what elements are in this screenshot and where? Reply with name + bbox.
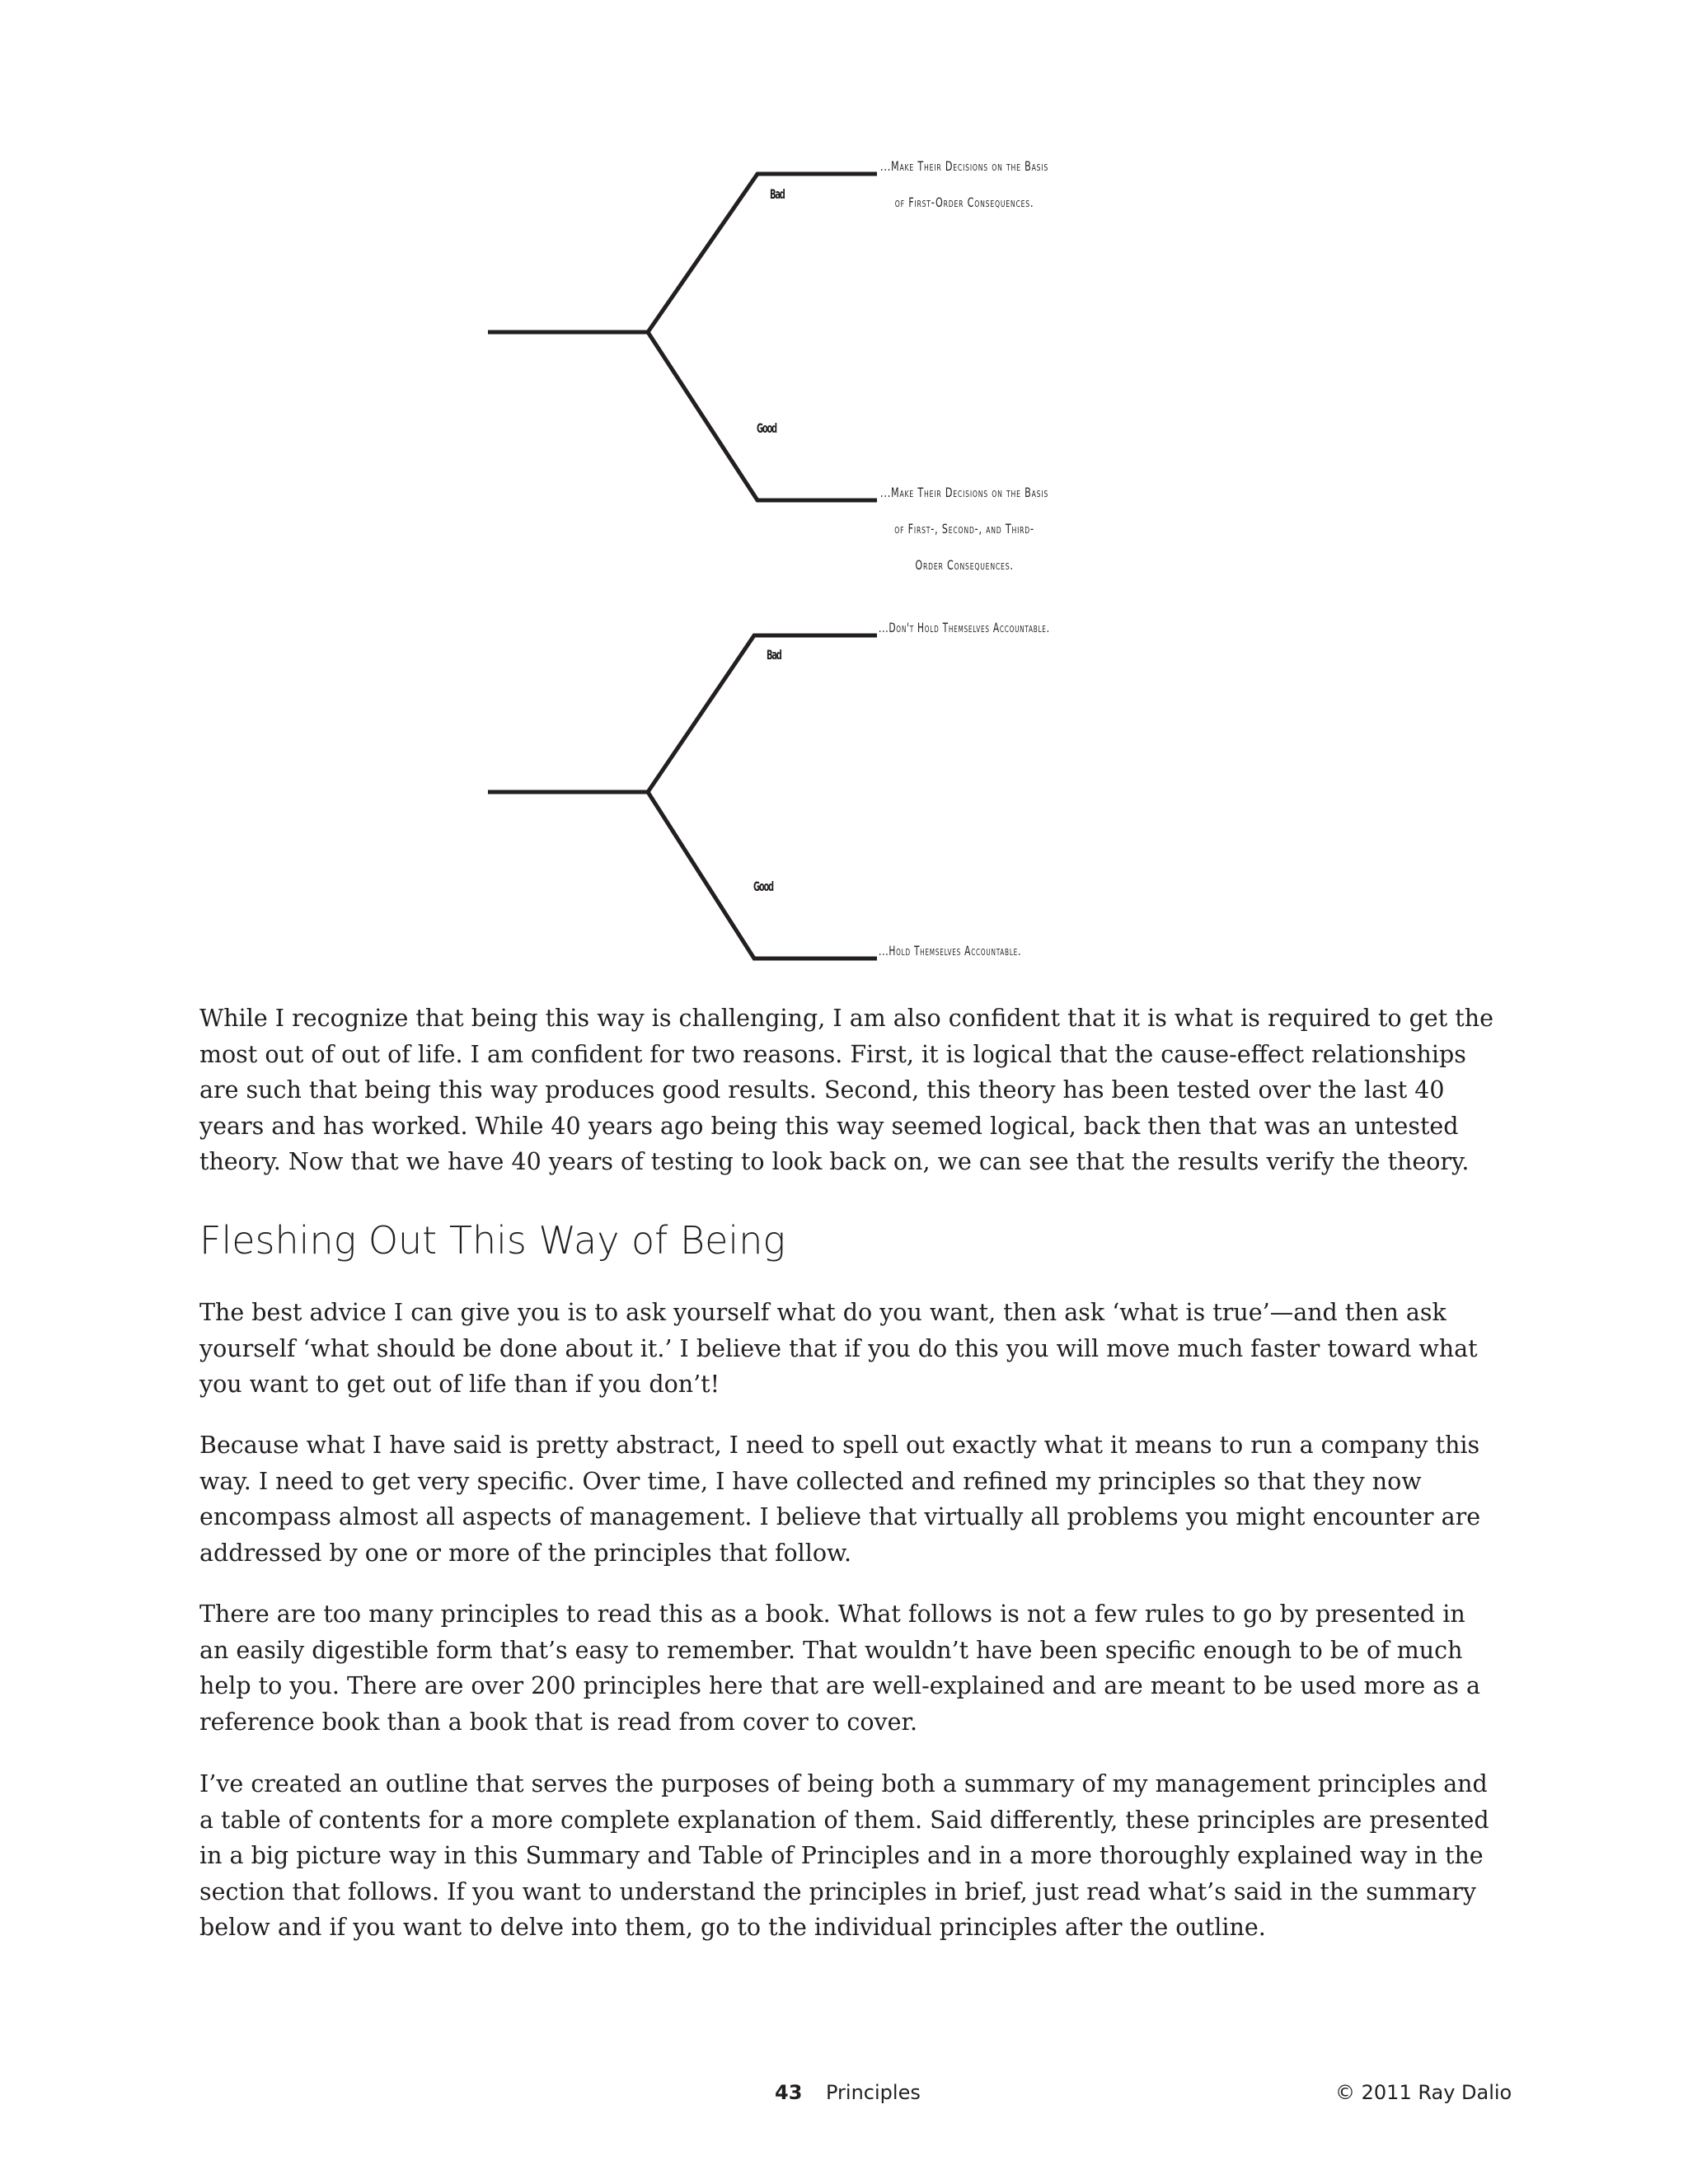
footer-copyright: © 2011 Ray Dalio: [1335, 2081, 1512, 2104]
tree1-bad-note-line: of First-Order Consequences.: [894, 194, 1034, 210]
body-paragraph-1: [199, 1295, 1493, 1403]
tree2-good-label-text: Good: [753, 879, 773, 894]
tree1-good-note-line: Order Consequences.: [915, 557, 1014, 573]
body-paragraph-2: [199, 1427, 1493, 1571]
body-paragraph-text: I’ve created an outline that serves the purposes of being both a summary of my management principles and a table of contents for a more complete explanation of them. Said differently, these principles are presented in a big picture way in this Summary and Table of Principles and in a more thoroughly explained way in the section that follows. If you want to understand the principles in brief, just read what’s said in the summary below and if you want to delve into them, go to the individual principles after the outline.: [199, 1770, 1489, 1941]
tree1-good-branch: [648, 332, 877, 500]
tree1-good-label: [757, 422, 776, 435]
footer-page-number: 43: [775, 2081, 803, 2104]
section-heading: Fleshing Out This Way of Being: [199, 1218, 785, 1263]
tree1-good-note: [880, 475, 1048, 583]
tree2-good-label: [753, 880, 773, 893]
tree-lines: [0, 0, 1688, 981]
footer-doc-title: Principles: [826, 2081, 921, 2104]
tree2-bad-label: [767, 649, 781, 662]
tree2-good-note: [879, 933, 1021, 969]
body-paragraph-text: The best advice I can give you is to ask yourself what do you want, then ask ‘what is true’—and then ask yourself ‘what should be done about it.’ I believe that if you do this you will move much faster toward what you want to get out of life than if you don’t!: [199, 1299, 1478, 1398]
body-paragraph-3: [199, 1596, 1493, 1740]
decision-tree-diagram: [0, 0, 1688, 981]
tree2-bad-note-line: ...Don't Hold Themselves Accountable.: [879, 620, 1050, 635]
body-paragraph-4: [199, 1766, 1493, 1946]
body-paragraph-text: There are too many principles to read this as a book. What follows is not a few rules to go by presented in an easily digestible form that’s easy to remember. That wouldn’t have been specific enough to be of much help to you. There are over 200 principles here that are well-explained and are meant to be used more as a reference book than a book that is read from cover to cover.: [199, 1601, 1480, 1736]
intro-paragraph-text: While I recognize that being this way is challenging, I am also confident that it is what is required to get the most out of out of life. I am confident for two reasons. First, it is logical that the cause-effect relationships are such that being this way produces good results. Second, this theory has been tested over the last 40 years and has worked. While 40 years ago being this way seemed logical, back then that was an untested theory. Now that we have 40 years of testing to look back on, we can see that the results verify the theory.: [199, 1005, 1493, 1175]
tree1-bad-note-line: ...Make Their Decisions on the Basis: [880, 158, 1049, 174]
tree1-good-note-line: of First-, Second-, and Third-: [894, 521, 1034, 537]
tree1-good-label-text: Good: [757, 420, 776, 436]
tree1-bad-label: [770, 188, 785, 201]
tree1-bad-branch: [648, 174, 877, 332]
tree1-bad-note: [880, 148, 1048, 221]
tree2-good-note-line: ...Hold Themselves Accountable.: [879, 943, 1022, 958]
intro-paragraph: [199, 1001, 1493, 1180]
tree1-bad-label-text: Bad: [770, 186, 785, 202]
tree2-bad-label-text: Bad: [767, 647, 781, 663]
tree2-good-branch: [648, 792, 877, 958]
tree2-bad-branch: [648, 635, 877, 792]
body-paragraph-text: Because what I have said is pretty abstract, I need to spell out exactly what it means to run a company this way. I need to get very specific. Over time, I have collected and refined my principles so that they now encompass almost all aspects of management. I believe that virtually all problems you might encounter are addressed by one or more of the principles that follow.: [199, 1432, 1481, 1567]
tree2-bad-note: [879, 610, 1050, 646]
tree1-good-note-line: ...Make Their Decisions on the Basis: [880, 485, 1049, 500]
